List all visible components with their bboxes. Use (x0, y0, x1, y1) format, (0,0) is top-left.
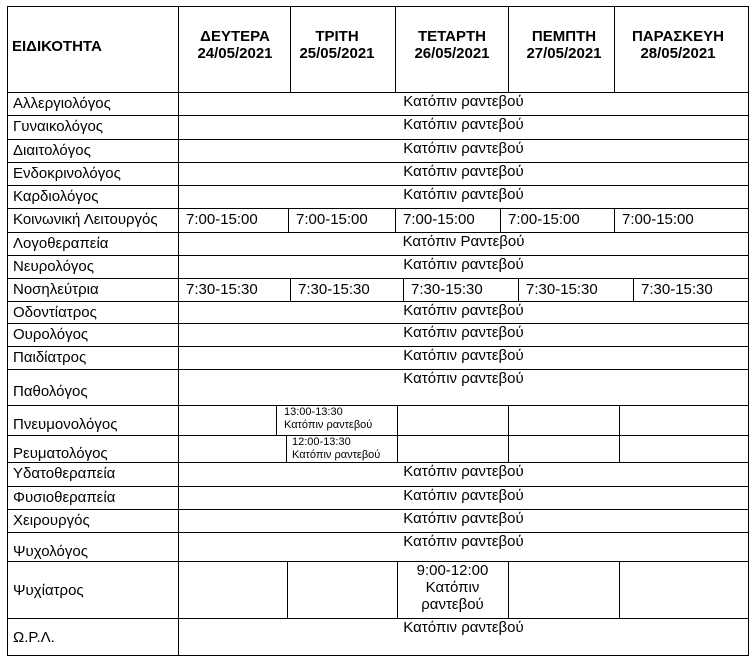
column-divider (286, 435, 287, 462)
specialty-label: Παιδίατρος (13, 349, 87, 366)
column-divider (518, 278, 519, 301)
table-border-top (7, 6, 748, 7)
column-divider (290, 278, 291, 301)
schedule-cell: 7:00-15:00 (186, 211, 258, 228)
specialty-label: Ψυχολόγος (13, 543, 88, 560)
merged-appointment-cell: Κατόπιν ραντεβού (403, 302, 524, 319)
column-divider (614, 208, 615, 232)
day-name: ΠΕΜΠΤΗ (531, 28, 597, 45)
merged-appointment-cell: Κατόπιν Ραντεβού (402, 233, 525, 250)
specialty-label: Νοσηλεύτρια (13, 281, 99, 298)
table-border-bottom (7, 655, 748, 656)
merged-appointment-cell: Κατόπιν ραντεβού (403, 347, 524, 364)
schedule-cell: 7:30-15:30 (641, 281, 713, 298)
header-day-tuesday (282, 28, 392, 62)
specialty-label: Φυσιοθεραπεία (13, 489, 116, 506)
day-name: ΤΡΙΤΗ (315, 28, 359, 45)
column-divider (403, 278, 404, 301)
column-divider (508, 6, 509, 92)
specialty-label: Υδατοθεραπεία (13, 465, 116, 482)
merged-appointment-cell: Κατόπιν ραντεβού (403, 163, 524, 180)
day-name: ΤΕΤΑΡΤΗ (417, 28, 487, 45)
schedule-cell: 13:00-13:30 Κατόπιν ραντεβού (284, 406, 373, 431)
column-divider (395, 6, 396, 92)
schedule-cell: 7:30-15:30 (411, 281, 483, 298)
specialty-label: Παθολόγος (13, 383, 88, 400)
specialty-label: Πνευμονολόγος (13, 416, 118, 433)
specialty-label: Ουρολόγος (13, 326, 89, 343)
merged-appointment-cell: Κατόπιν ραντεβού (403, 93, 524, 110)
merged-appointment-cell: Κατόπιν ραντεβού (403, 619, 524, 636)
merged-appointment-cell: Κατόπιν ραντεβού (403, 116, 524, 133)
header-day-wednesday (396, 28, 508, 62)
specialty-label: Ενδοκρινολόγος (13, 165, 121, 182)
header-day-monday (180, 28, 290, 62)
table-border-left (7, 6, 8, 656)
column-divider (633, 278, 634, 301)
schedule-cell: 7:30-15:30 (186, 281, 258, 298)
column-divider (619, 561, 620, 618)
column-divider (508, 435, 509, 462)
specialty-label: Αλλεργιολόγος (13, 95, 111, 112)
merged-appointment-cell: Κατόπιν ραντεβού (403, 487, 524, 504)
schedule-cell: 7:30-15:30 (298, 281, 370, 298)
schedule-cell: 7:00-15:00 (622, 211, 694, 228)
column-divider (395, 208, 396, 232)
column-divider (290, 6, 291, 92)
specialty-label: Ρευματολόγος (13, 445, 108, 462)
row-divider (7, 405, 748, 406)
specialty-label: Νευρολόγος (13, 258, 94, 275)
row-divider (7, 561, 748, 562)
merged-appointment-cell: Κατόπιν ραντεβού (403, 463, 524, 480)
schedule-cell: 7:30-15:30 (526, 281, 598, 298)
merged-appointment-cell: Κατόπιν ραντεβού (403, 140, 524, 157)
specialty-label: Διαιτολόγος (13, 142, 91, 159)
specialty-label: Οδοντίατρος (13, 304, 97, 321)
specialty-label: Γυναικολόγος (13, 118, 104, 135)
schedule-cell: 7:00-15:00 (403, 211, 475, 228)
day-date: 24/05/2021 (197, 45, 273, 62)
specialty-label: Κοινωνική Λειτουργός (13, 211, 158, 228)
day-date: 28/05/2021 (640, 45, 716, 62)
row-divider (7, 208, 748, 209)
day-name: ΔΕΥΤΕΡΑ (200, 28, 270, 45)
merged-appointment-cell: Κατόπιν ραντεβού (403, 370, 524, 387)
column-divider (500, 208, 501, 232)
table-border-right (748, 6, 749, 656)
column-divider (619, 435, 620, 462)
column-divider (276, 405, 277, 435)
column-divider (614, 6, 615, 92)
merged-appointment-cell: Κατόπιν ραντεβού (403, 256, 524, 273)
day-date: 26/05/2021 (414, 45, 490, 62)
schedule-cell: 7:00-15:00 (508, 211, 580, 228)
column-divider (619, 405, 620, 435)
specialty-label: Καρδιολόγος (13, 188, 99, 205)
specialty-label: Χειρουργός (13, 512, 90, 529)
row-divider (7, 278, 748, 279)
schedule-cell: 7:00-15:00 (296, 211, 368, 228)
column-divider (397, 405, 398, 435)
merged-appointment-cell: Κατόπιν ραντεβού (403, 533, 524, 550)
day-date: 27/05/2021 (526, 45, 602, 62)
header-day-thursday (508, 28, 620, 62)
merged-appointment-cell: Κατόπιν ραντεβού (403, 186, 524, 203)
header-day-friday (617, 28, 739, 62)
specialty-label: Λογοθεραπεία (13, 235, 109, 252)
column-divider (288, 208, 289, 232)
day-name: ΠΑΡΑΣΚΕΥΗ (631, 28, 725, 45)
day-date: 25/05/2021 (299, 45, 375, 62)
specialty-label: Ψυχίατρος (13, 582, 84, 599)
merged-appointment-cell: Κατόπιν ραντεβού (403, 510, 524, 527)
schedule-cell: 12:00-13:30 Κατόπιν ραντεβού (292, 436, 381, 461)
column-divider (397, 561, 398, 618)
header-specialty: ΕΙΔΙΚΟΤΗΤΑ (12, 38, 102, 55)
specialty-label: Ω.Ρ.Λ. (13, 629, 55, 646)
column-divider (508, 561, 509, 618)
merged-appointment-cell: Κατόπιν ραντεβού (403, 324, 524, 341)
column-divider (397, 435, 398, 462)
column-divider (508, 405, 509, 435)
column-divider (287, 561, 288, 618)
schedule-cell: 9:00-12:00 Κατόπιν ραντεβού (416, 562, 489, 613)
